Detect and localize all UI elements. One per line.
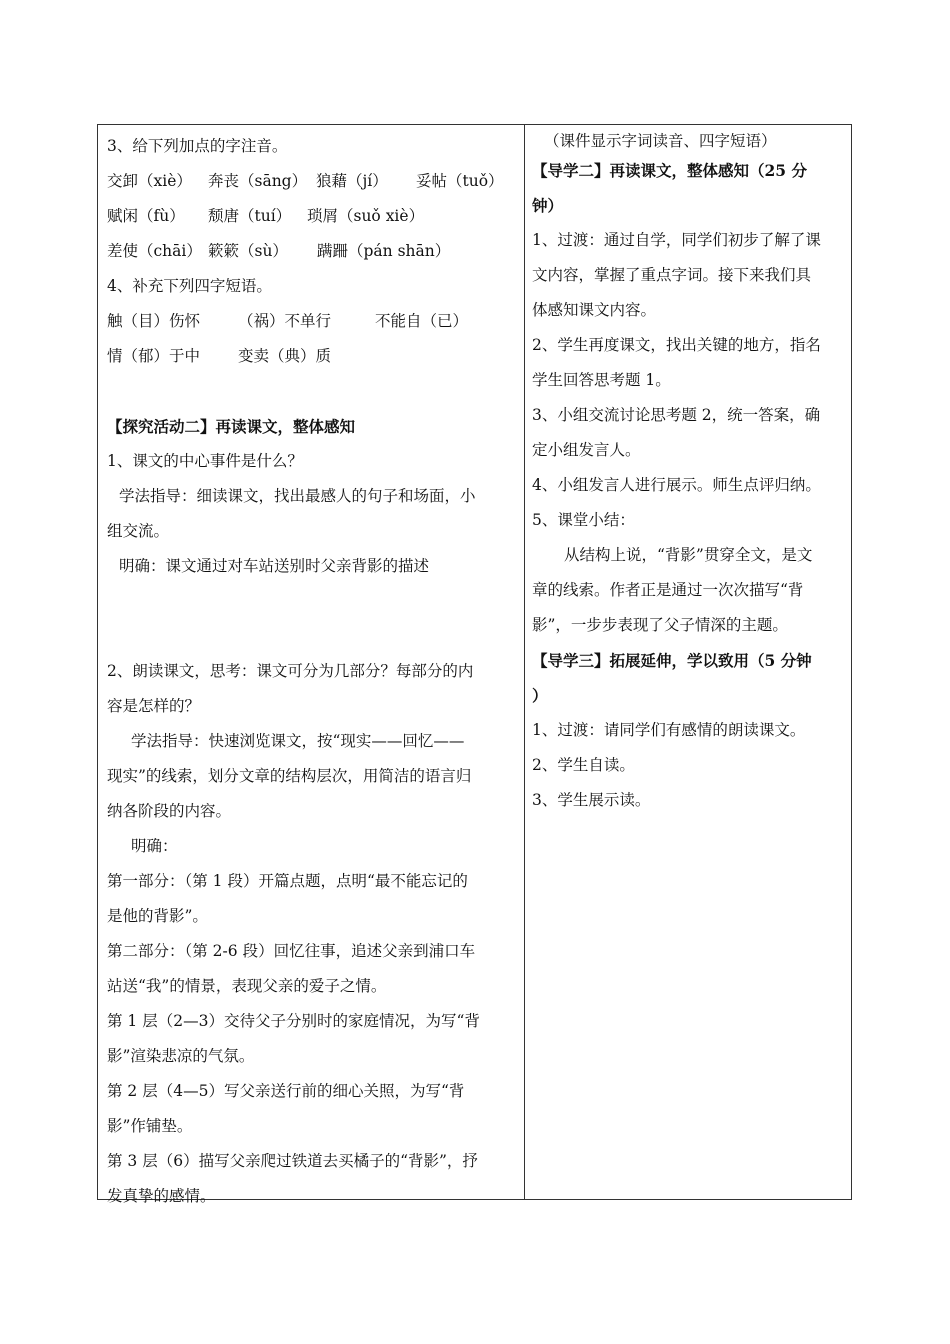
pron-item: 交卸（xiè） [107, 172, 192, 190]
part-1-line-1: 第一部分：（第 1 段）开篇点题，点明“最不能忘记的 [107, 872, 468, 890]
right-column [525, 125, 851, 1199]
pronunciation-row-1 [107, 164, 516, 199]
guide-2-step-2a: 2、学生再度课文，找出关键的地方，指名 [532, 336, 821, 354]
pron-item: 簌簌（sù） [208, 242, 288, 260]
part-2-line-2: 站送“我”的情景，表现父亲的爱子之情。 [107, 977, 387, 995]
guide-3-step-1: 1、过渡：请同学们有感情的朗读课文。 [532, 721, 806, 739]
idiom-item: 变卖（典）质 [238, 347, 332, 365]
layer-2-line-1: 第 2 层（4—5）写父亲送行前的细心关照，为写“背 [107, 1082, 465, 1100]
q2-guide-line-1: 学法指导：快速浏览课文，按“现实——回忆—— [131, 732, 465, 750]
part-1-line-2: 是他的背影”。 [107, 907, 208, 925]
question-3-title: 3、给下列加点的字注音。 [107, 137, 288, 155]
idiom-row-2 [107, 339, 516, 374]
guide-2-step-3b: 定小组发言人。 [532, 441, 641, 459]
pron-item: 奔丧（sāng） [208, 172, 308, 190]
pron-item: 琐屑（suǒ xiè） [307, 207, 425, 225]
spacer [107, 584, 516, 654]
summary-line-2: 章的线索。作者正是通过一次次描写“背 [532, 581, 804, 599]
layer-3-line-2: 发真挚的感情。 [107, 1187, 216, 1205]
layer-1-line-1: 第 1 层（2—3）交待父子分别时的家庭情况，为写“背 [107, 1012, 480, 1030]
guide-2-title-line-1: 【导学二】再读课文，整体感知（25 分 [532, 161, 807, 180]
guide-2-step-5: 5、课堂小结： [532, 511, 635, 529]
q2-guide-line-2: 现实”的线索，划分文章的结构层次，用简洁的语言归 [107, 767, 472, 785]
guide-3-step-2: 2、学生自读。 [532, 756, 635, 774]
pron-item: 狼藉（jí） [316, 172, 388, 190]
q1-guide-line-2: 组交流。 [107, 522, 170, 540]
question-1: 1、课文的中心事件是什么？ [107, 452, 303, 470]
guide-2-step-1a: 1、过渡：通过自学，同学们初步了解了课 [532, 231, 821, 249]
guide-3-title-line-1: 【导学三】拓展延伸，学以致用（5 分钟 [532, 651, 812, 670]
layer-1-line-2: 影”渲染悲凉的气氛。 [107, 1047, 255, 1065]
guide-2-step-3a: 3、小组交流讨论思考题 2，统一答案，确 [532, 406, 821, 424]
pron-item: 蹒跚（pán shān） [317, 242, 451, 260]
question-2-line-2: 容是怎样的？ [107, 697, 201, 715]
guide-2-step-2b: 学生回答思考题 1。 [532, 371, 671, 389]
guide-3-title-line-2: ） [532, 686, 548, 705]
pron-item: 差使（chāi） [107, 242, 202, 260]
question-4-title: 4、补充下列四字短语。 [107, 277, 272, 295]
lesson-plan-table [97, 124, 852, 1205]
summary-line-3: 影”，一步步表现了父子情深的主题。 [532, 616, 788, 634]
layer-2-line-2: 影”作铺垫。 [107, 1117, 193, 1135]
activity-2-title: 【探究活动二】再读课文，整体感知 [107, 417, 356, 436]
guide-2-step-1c: 体感知课文内容。 [532, 301, 657, 319]
guide-3-step-3: 3、学生展示读。 [532, 791, 651, 809]
idiom-item: 触（目）伤怀 [107, 312, 201, 330]
q2-guide-line-3: 纳各阶段的内容。 [107, 802, 232, 820]
guide-2-step-1b: 文内容，掌握了重点字词。接下来我们具 [532, 266, 812, 284]
guide-2-step-4: 4、小组发言人进行展示。师生点评归纳。 [532, 476, 821, 494]
courseware-note: （课件显示字词读音、四字短语） [544, 132, 777, 150]
pronunciation-row-3 [107, 234, 516, 269]
part-2-line-1: 第二部分：（第 2-6 段）回忆往事，追述父亲到浦口车 [107, 942, 476, 960]
idiom-item: （祸）不单行 [238, 312, 332, 330]
pron-item: 颓唐（tuí） [208, 207, 292, 225]
pron-item: 赋闲（fù） [107, 207, 185, 225]
idiom-item: 情（郁）于中 [107, 347, 201, 365]
left-column [98, 125, 525, 1205]
pronunciation-row-2 [107, 199, 516, 234]
idiom-row-1 [107, 304, 516, 339]
q2-answer-label: 明确： [131, 837, 178, 855]
spacer [107, 374, 516, 409]
q1-answer: 明确：课文通过对车站送别时父亲背影的描述 [119, 557, 430, 575]
guide-2-title-line-2: 钟） [532, 196, 564, 215]
pron-item: 妥帖（tuǒ） [416, 172, 504, 190]
q1-guide-line-1: 学法指导：细读课文，找出最感人的句子和场面，小 [119, 487, 476, 505]
question-2-line-1: 2、朗读课文，思考：课文可分为几部分？每部分的内 [107, 662, 474, 680]
summary-line-1: 从结构上说，“背影”贯穿全文，是文 [564, 546, 813, 564]
idiom-item: 不能自（已） [375, 312, 469, 330]
layer-3-line-1: 第 3 层（6）描写父亲爬过铁道去买橘子的“背影”，抒 [107, 1152, 478, 1170]
